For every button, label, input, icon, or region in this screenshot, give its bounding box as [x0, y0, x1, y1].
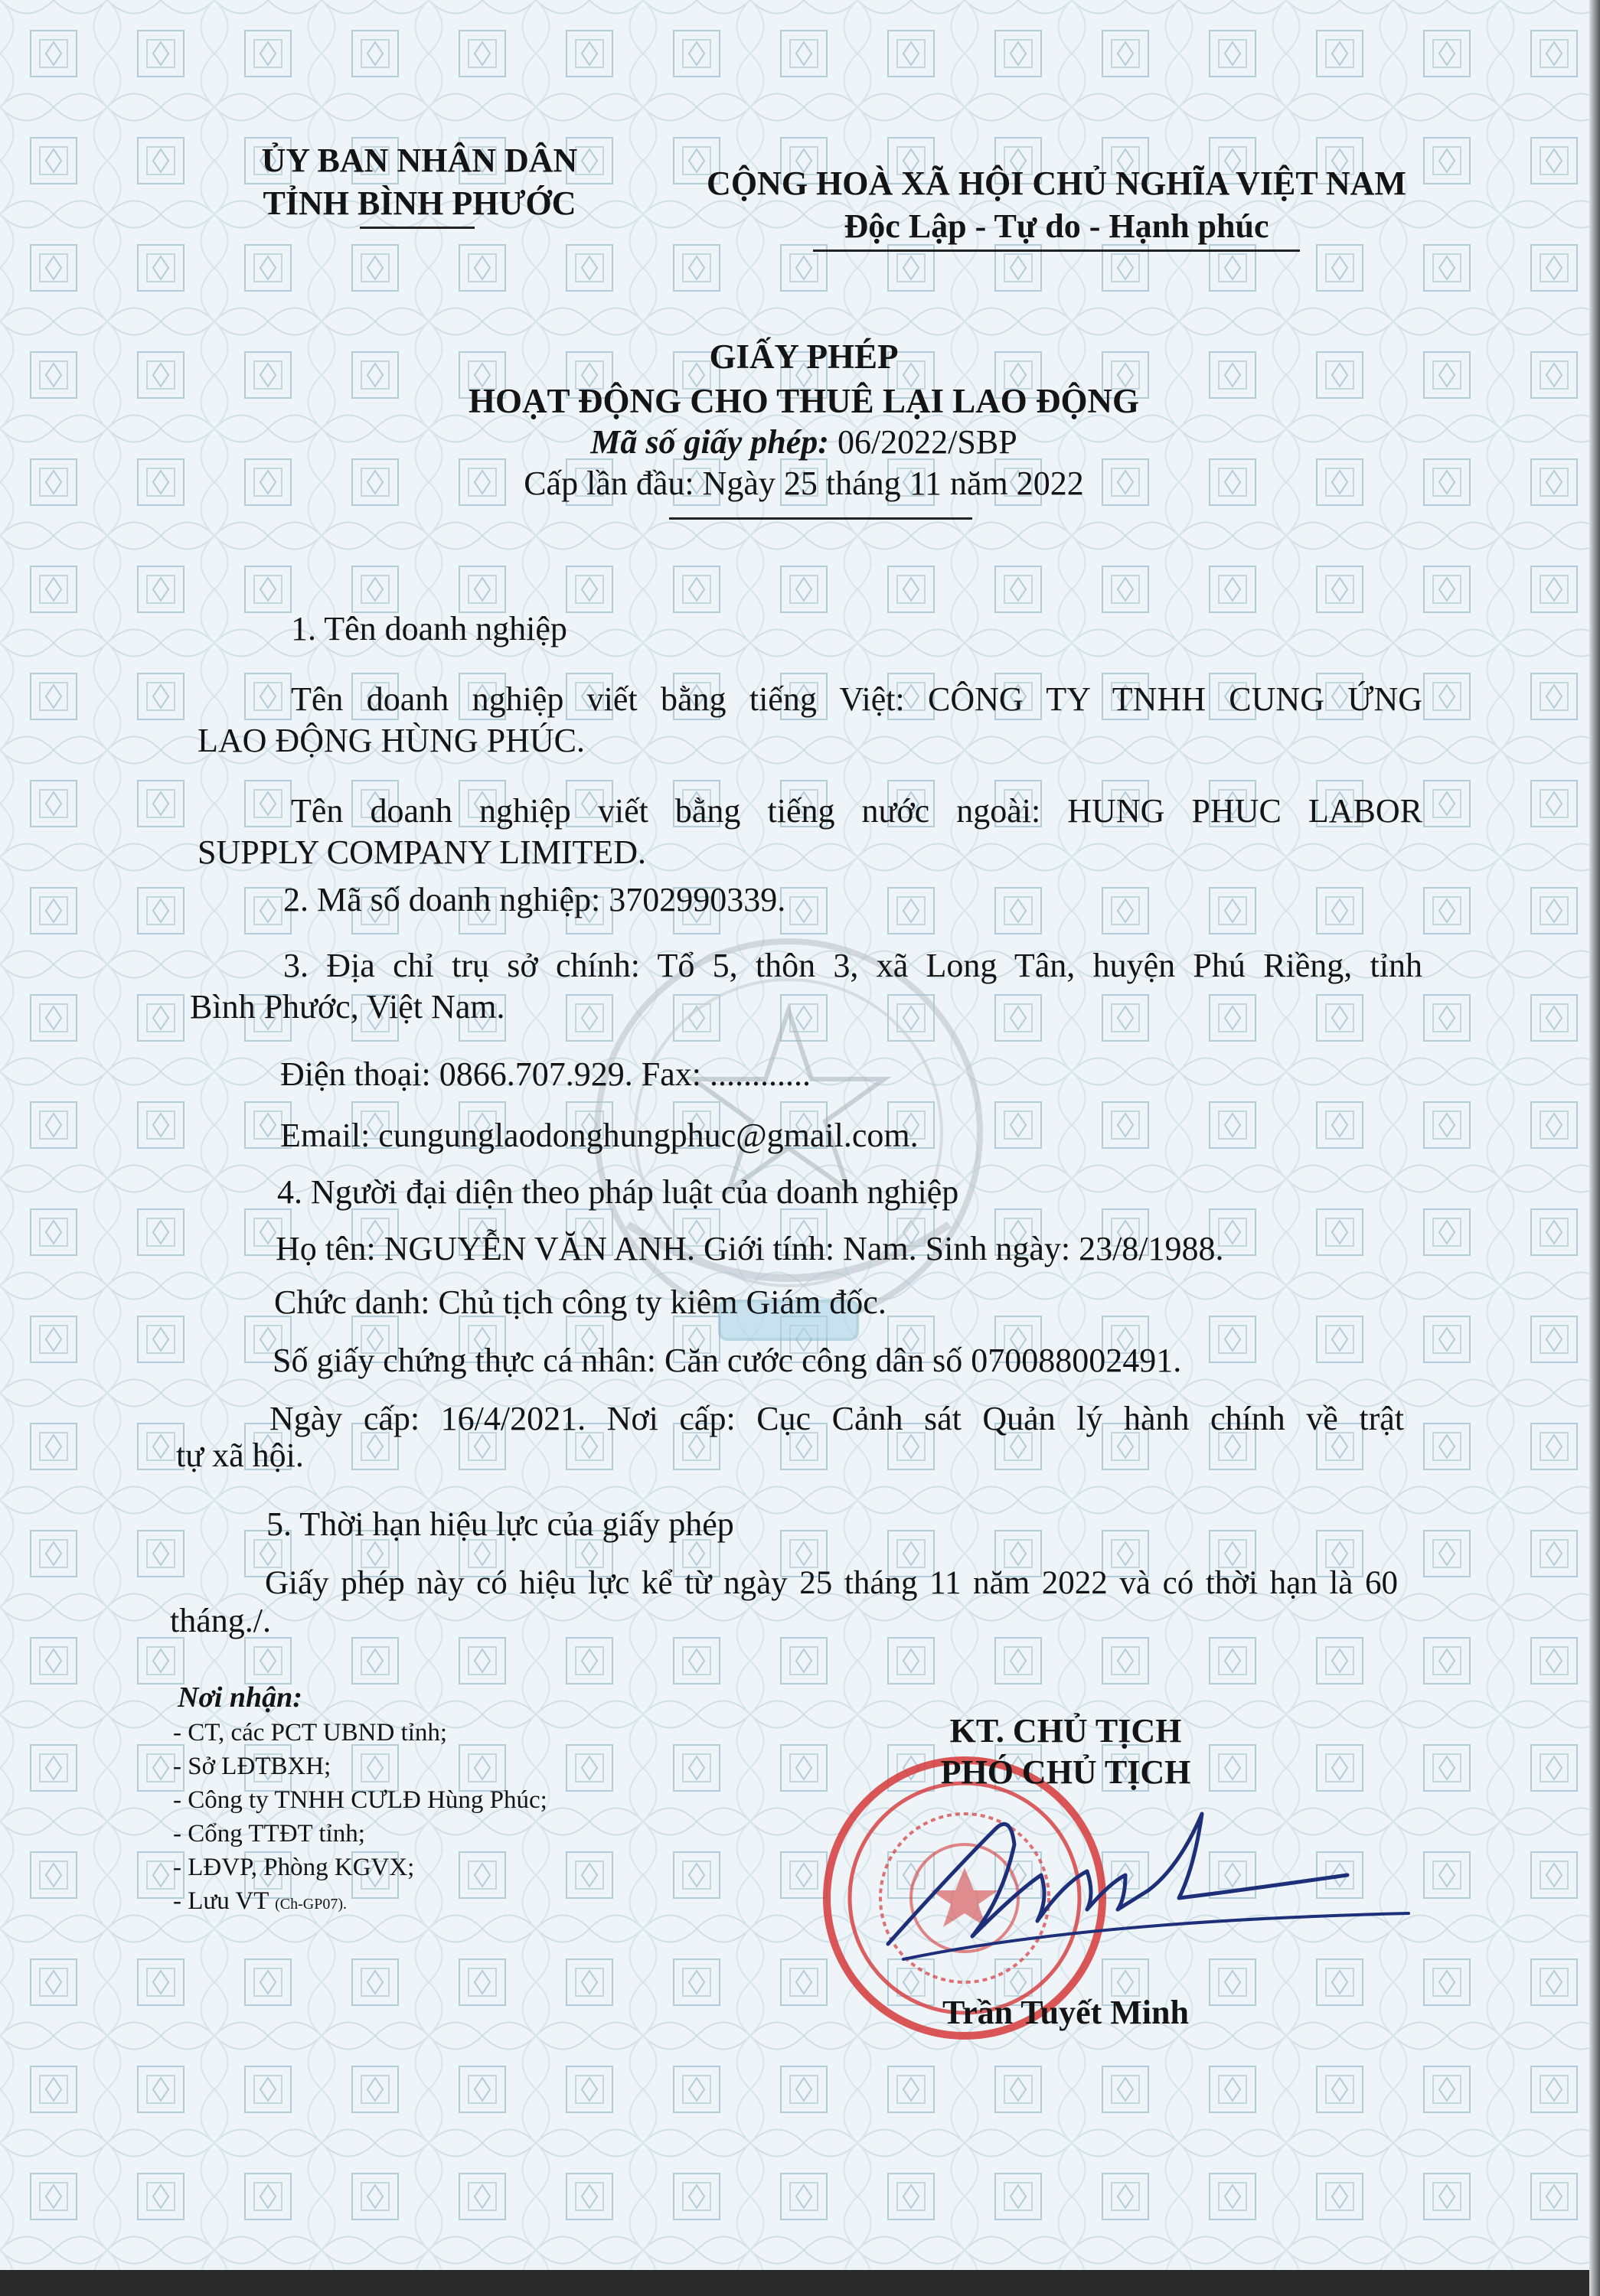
address-line-1: 3. Địa chỉ trụ sở chính: Tổ 5, thôn 3, xã Long Tân, huyện Phú Riềng, tỉnh [283, 947, 1422, 984]
signer-name: Trần Tuyết Minh [942, 1994, 1189, 2031]
id-issue-line-2: tự xã hội. [176, 1437, 304, 1474]
issue-date-line [344, 464, 1263, 503]
business-code: 2. Mã số doanh nghiệp: 3702990339. [283, 881, 786, 918]
company-name-vn-line-1: Tên doanh nghiệp viết bằng tiếng Việt: CÔNG TY TNHH CUNG ỨNG [291, 680, 1422, 718]
license-number-line [344, 422, 1263, 461]
id-issue-line-1: Ngày cấp: 16/4/2021. Nơi cấp: Cục Cảnh sát Quản lý hành chính về trật [269, 1400, 1404, 1437]
company-name-en-line-2: SUPPLY COMPANY LIMITED. [198, 833, 647, 871]
recipient-item: - Sở LĐTBXH; [173, 1753, 331, 1780]
recipient-item-archive [173, 1887, 347, 1916]
validity-line-1: Giấy phép này có hiệu lực kể từ ngày 25 tháng 11 năm 2022 và có thời hạn là 60 [265, 1565, 1398, 1601]
national-title: CỘNG HOÀ XÃ HỘI CHỦ NGHĨA VIỆT NAM [707, 165, 1406, 202]
signature-title-2: PHÓ CHỦ TỊCH [940, 1753, 1191, 1791]
recipient-item: - CT, các PCT UBND tỉnh; [173, 1719, 448, 1746]
recipients-label: Nơi nhận: [178, 1681, 302, 1714]
issuer-line-2: TỈNH BÌNH PHƯỚC [263, 184, 576, 222]
recipient-item: - Công ty TNHH CƯLĐ Hùng Phúc; [173, 1786, 547, 1814]
license-number: 06/2022/SBP [837, 423, 1017, 461]
section-5-heading: 5. Thời hạn hiệu lực của giấy phép [266, 1505, 734, 1543]
title-divider [669, 517, 972, 520]
issue-date: Ngày 25 tháng 11 năm 2022 [702, 465, 1084, 502]
issuer-underline [360, 227, 475, 229]
scan-edge-bottom [0, 2270, 1600, 2296]
scan-edge-right [1589, 0, 1600, 2296]
representative-title: Chức danh: Chủ tịch công ty kiêm Giám đốc. [274, 1283, 887, 1321]
document-title: GIẤY PHÉP [709, 338, 899, 376]
document-subtitle: HOẠT ĐỘNG CHO THUÊ LẠI LAO ĐỘNG [469, 382, 1139, 420]
recipient-item: - LĐVP, Phòng KGVX; [173, 1854, 415, 1881]
handwritten-signature [857, 1783, 1424, 1982]
company-name-vn-line-2: LAO ĐỘNG HÙNG PHÚC. [198, 722, 585, 759]
representative-id: Số giấy chứng thực cá nhân: Căn cước công dân số 070088002491. [273, 1342, 1182, 1379]
motto-underline [813, 249, 1300, 252]
recipient-item: - Cổng TTĐT tỉnh; [173, 1820, 365, 1848]
email: Email: cungunglaodonghungphuc@gmail.com. [280, 1117, 919, 1154]
national-motto: Độc Lập - Tự do - Hạnh phúc [844, 207, 1269, 245]
recipient-item: - Lưu VT [173, 1887, 269, 1915]
company-name-en-line-1: Tên doanh nghiệp viết bằng tiếng nước ngoài: HUNG PHUC LABOR [291, 792, 1422, 830]
license-number-label: Mã số giấy phép: [590, 423, 829, 461]
section-4-heading: 4. Người đại diện theo pháp luật của doanh nghiệp [277, 1173, 959, 1211]
validity-line-2: tháng./. [170, 1602, 271, 1639]
phone-fax: Điện thoại: 0866.707.929. Fax: ............ [280, 1055, 811, 1093]
archive-code: (Ch-GP07). [275, 1896, 347, 1913]
issuer-line-1: ỦY BAN NHÂN DÂN [261, 142, 578, 179]
signature-title-1: KT. CHỦ TỊCH [949, 1712, 1182, 1750]
address-line-2: Bình Phước, Việt Nam. [190, 988, 505, 1026]
representative-name: Họ tên: NGUYỄN VĂN ANH. Giới tính: Nam. Sinh ngày: 23/8/1988. [276, 1230, 1224, 1267]
issue-date-label: Cấp lần đầu: [524, 465, 694, 502]
section-1-heading: 1. Tên doanh nghiệp [291, 610, 567, 647]
